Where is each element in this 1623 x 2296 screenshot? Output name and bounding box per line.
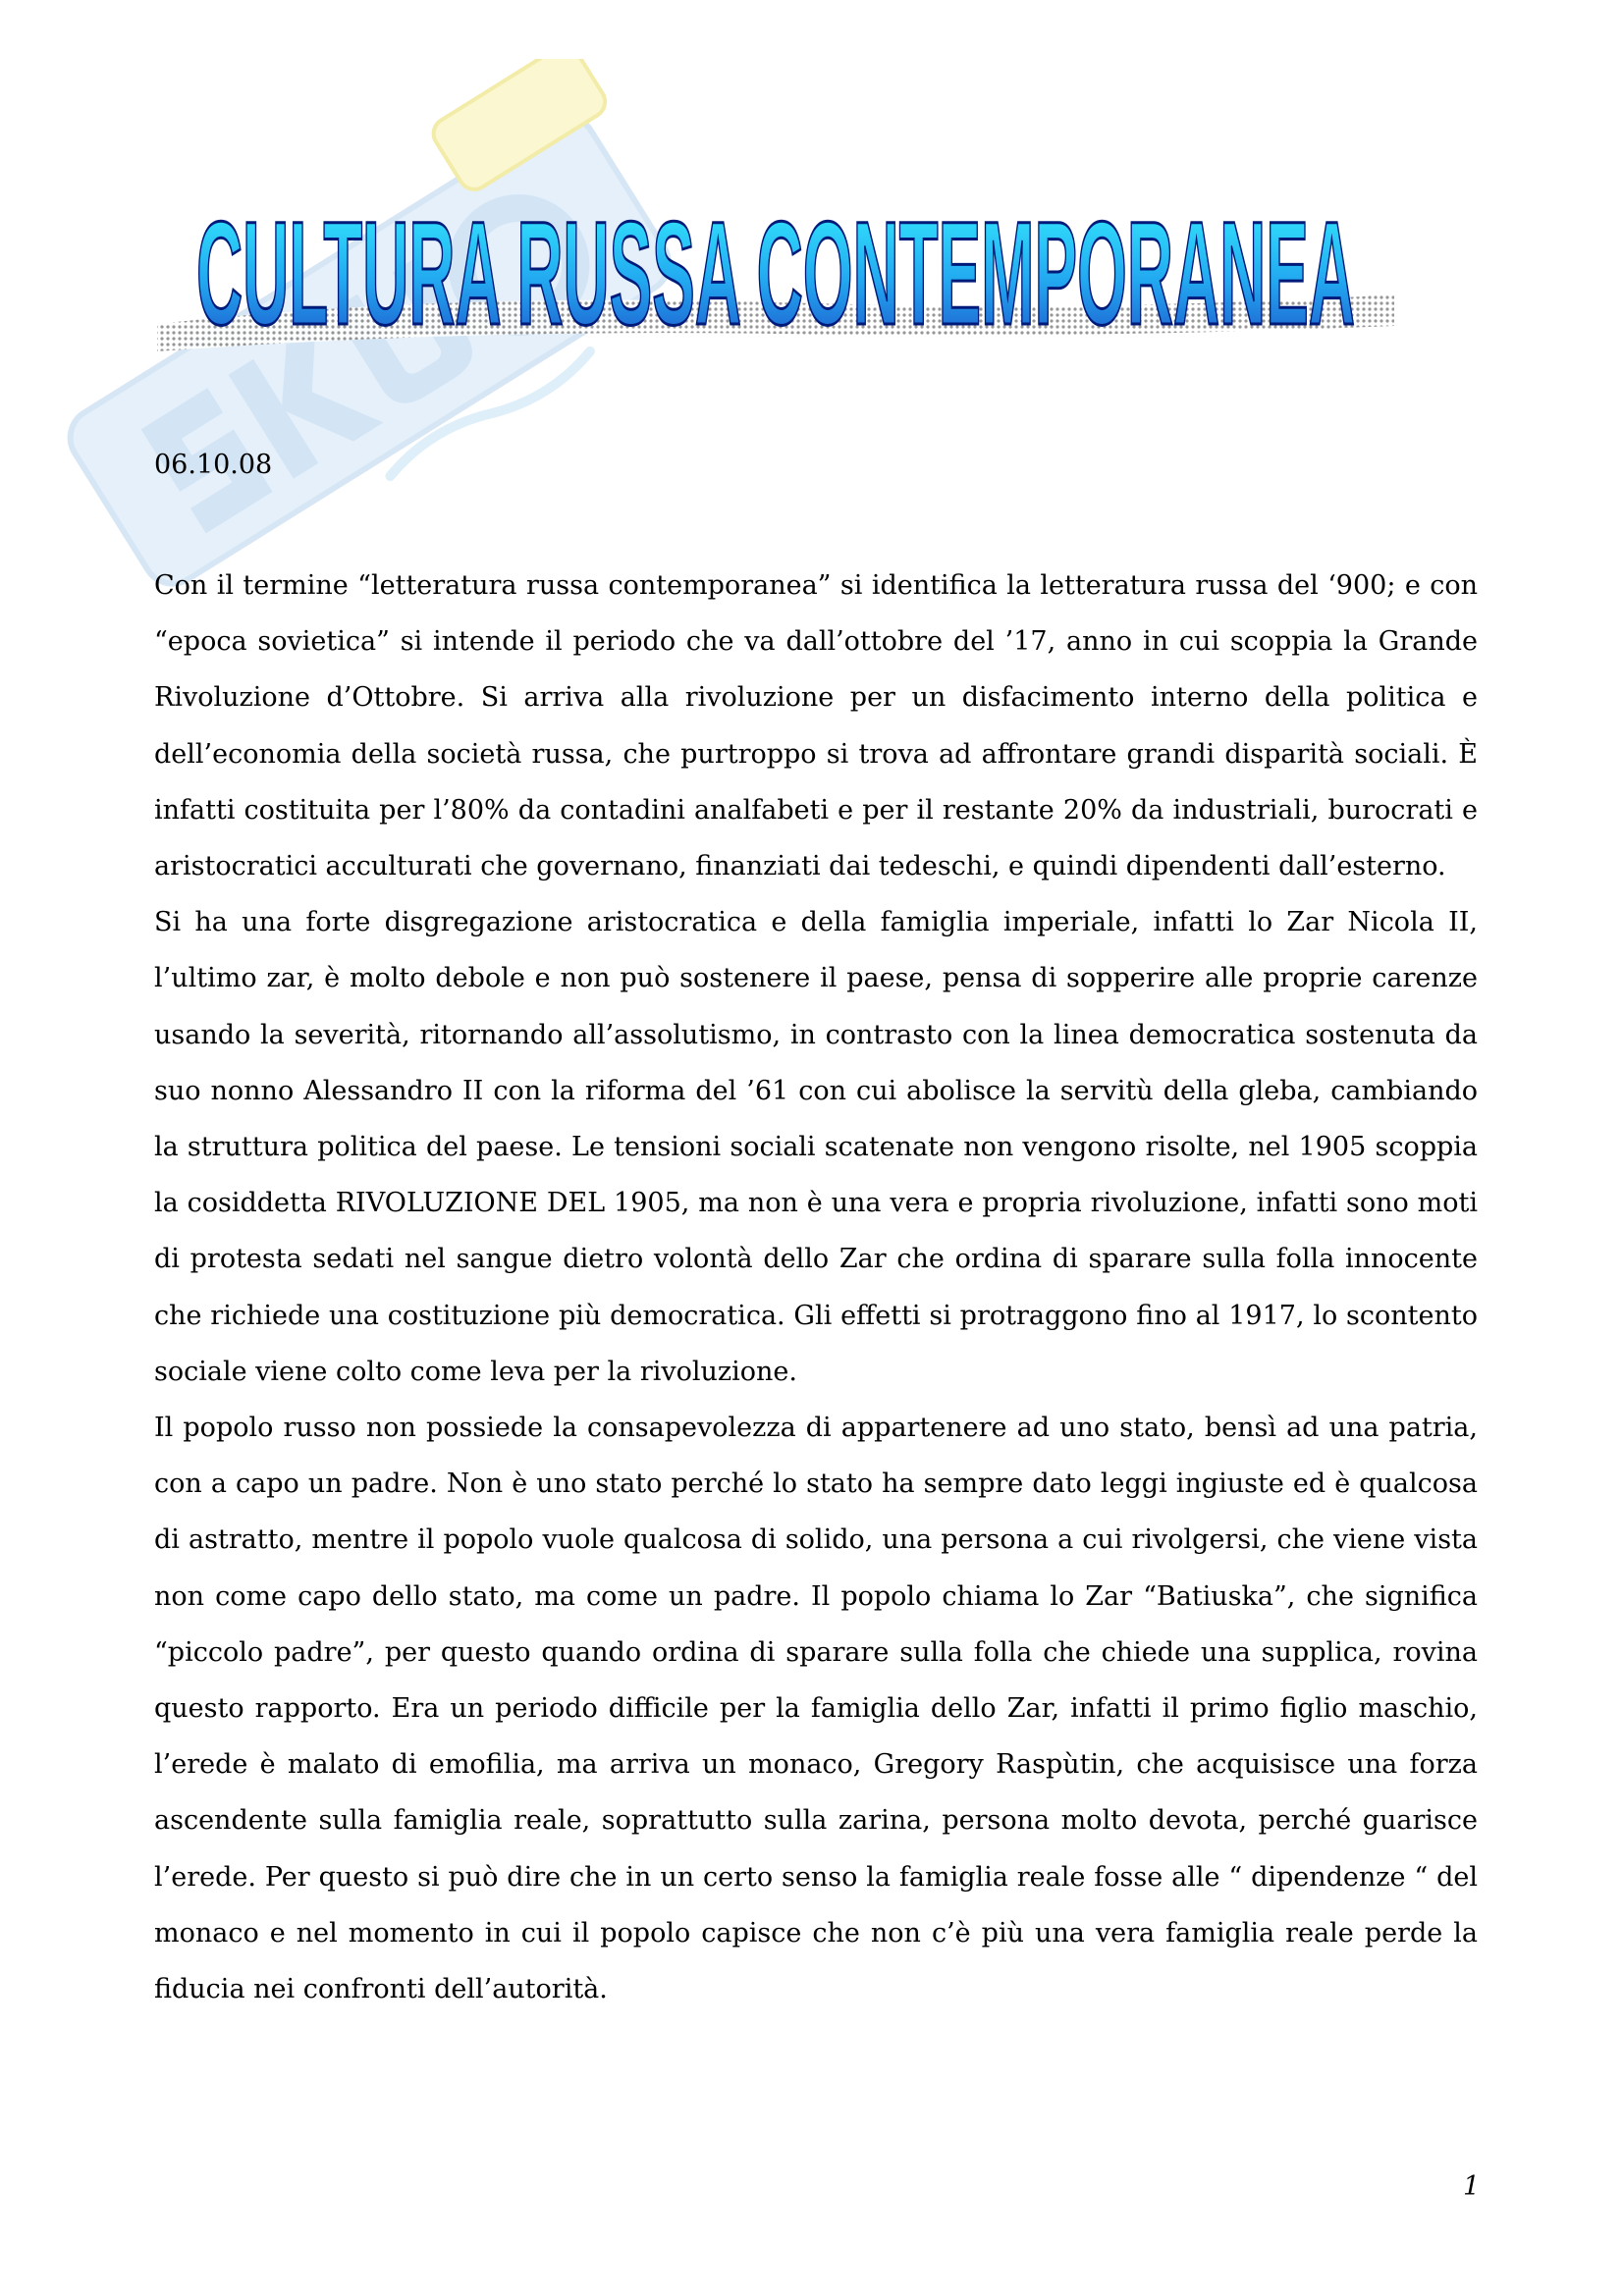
title-banner: [147, 177, 1404, 412]
document-title: CULTURA RUSSA CONTEMPORANEA: [196, 190, 1355, 355]
paragraph: Il popolo russo non possiede la consapevolezza di appartenere ad uno stato, bensì ad una patria, con a capo un padre. Non è uno stato perché lo stato ha sempre dato leggi ingiuste ed è qualcosa di astratto, mentre il popolo vuole qualcosa di solido, una persona a cui rivolgersi, che viene vista non come capo dello stato, ma come un padre. Il popolo chiama lo Zar “Batiuska”, che significa “piccolo padre”, per questo quando ordina di sparare sulla folla che chiede una supplica, rovina questo rapporto. Era un periodo difficile per la famiglia dello Zar, infatti il primo figlio maschio, l’erede è malato di emofilia, ma arriva un monaco, Gregory Raspùtin, che acquisisce una forza ascendente sulla famiglia reale, soprattutto sulla zarina, persona molto devota, perché guarisce l’erede. Per questo si può dire che in un certo senso la famiglia reale fosse alle “ dipendenze “ del monaco e nel momento in cui il popolo capisce che non c’è più una vera famiglia reale perde la fiducia nei confronti dell’autorità.: [154, 1413, 1478, 2005]
document-body: [154, 558, 1478, 2017]
page-number: 1: [1463, 2171, 1481, 2202]
document-date: 06.10.08: [154, 450, 273, 480]
paragraph: Si ha una forte disgregazione aristocratica e della famiglia imperiale, infatti lo Zar Nicola II, l’ultimo zar, è molto debole e non può sostenere il paese, pensa di sopperire alle proprie carenze usando la severità, ritornando all’assolutismo, in contrasto con la linea democratica sostenuta da suo nonno Alessandro II con la riforma del ’61 con cui abolisce la servitù della gleba, cambiando la struttura politica del paese. Le tensioni sociali scatenate non vengono risolte, nel 1905 scoppia la cosiddetta RIVOLUZIONE DEL 1905, ma non è una vera e propria rivoluzione, infatti sono moti di protesta sedati nel sangue dietro volontà dello Zar che ordina di sparare sulla folla innocente che richiede una costituzione più democratica. Gli effetti si protraggono fino al 1917, lo scontento sociale viene colto come leva per la rivoluzione.: [154, 907, 1478, 1387]
paragraph: Con il termine “letteratura russa contemporanea” si identifica la letteratura russa del ‘900; e con “epoca sovietica” si intende il periodo che va dall’ottobre del ’17, anno in cui scoppia la Grande Rivoluzione d’Ottobre. Si arriva alla rivoluzione per un disfacimento interno della politica e dell’economia della società russa, che purtroppo si trova ad affrontare grandi disparità sociali. È infatti costituita per l’80% da contadini analfabeti e per il restante 20% da industriali, burocrati e aristocratici acculturati che governano, finanziati dai tedeschi, e quindi dipendenti dall’esterno.: [154, 570, 1478, 882]
